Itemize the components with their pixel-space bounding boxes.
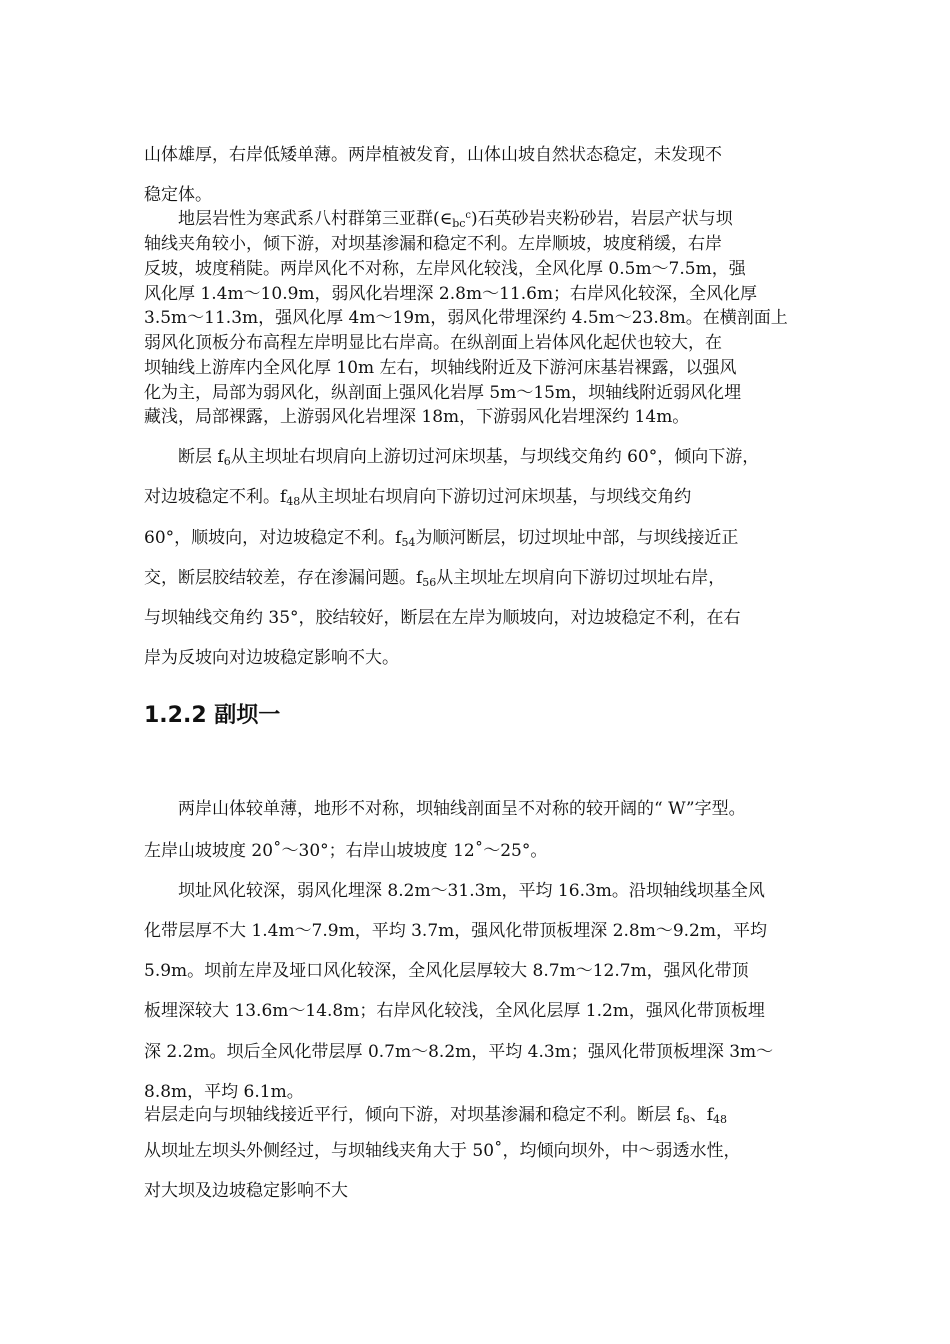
text-line: 轴线夹角较小，倾下游，对坝基渗漏和稳定不利。左岸顺坡，坡度稍缓，右岸 <box>144 234 722 254</box>
text-line: 断层 $f_6$从主坝址右坝肩向上游切过河床坝基，与坝线交角约 60°，倾向下游， <box>178 447 760 468</box>
text-line: 8.8m，平均 6.1m。 <box>144 1082 304 1102</box>
text-line: 稳定体。 <box>144 185 212 205</box>
text-line: 对大坝及边坡稳定影响不大 <box>144 1181 348 1201</box>
text-line: 坝址风化较深，弱风化埋深 8.2m～31.3m，平均 16.3m。沿坝轴线坝基全风 <box>178 881 765 901</box>
text-line: 5.9m。坝前左岸及垭口风化较深，全风化层厚较大 8.7m～12.7m，强风化带顶 <box>144 961 749 981</box>
text-line: 对边坡稳定不利。$f_{48}$从主坝址右坝肩向下游切过河床坝基，与坝线交角约 <box>144 487 692 508</box>
text-line: 深 2.2m。坝后全风化带层厚 0.7m～8.2m，平均 4.3m；强风化带顶板埋深 3m～ <box>144 1042 774 1062</box>
text-line: 岸为反坡向对边坡稳定影响不大。 <box>144 648 399 668</box>
text-line: 反坡，坡度稍陡。两岸风化不对称，左岸风化较浅，全风化厚 0.5m～7.5m，强 <box>144 259 746 279</box>
text-line: 板埋深较大 13.6m～14.8m；右岸风化较浅，全风化层厚 1.2m，强风化带顶板埋 <box>144 1001 765 1021</box>
text-line: 化为主，局部为弱风化，纵剖面上强风化岩厚 5m～15m，坝轴线附近弱风化埋 <box>144 383 742 403</box>
text-line: 地层岩性为寒武系八村群第三亚群$(\in_{bc}^c)$石英砂岩夹粉砂岩，岩层产状与坝 <box>178 209 733 230</box>
text-line: 交，断层胶结较差，存在渗漏问题。$f_{56}$从主坝址左坝肩向下游切过坝址右岸， <box>144 568 726 589</box>
text-line: 弱风化顶板分布高程左岸明显比右岸高。在纵剖面上岩体风化起伏也较大，在 <box>144 333 722 353</box>
text-line: 与坝轴线交角约 35°，胶结较好，断层在左岸为顺坡向，对边坡稳定不利，在右 <box>144 608 741 628</box>
text-line: 化带层厚不大 1.4m～7.9m，平均 3.7m，强风化带顶板埋深 2.8m～9.2m，平均 <box>144 921 767 941</box>
text-line: 左岸山坡坡度 20˚～30°；右岸山坡坡度 12˚～25°。 <box>144 841 548 861</box>
text-line: 60°，顺坡向，对边坡稳定不利。$f_{54}$为顺河断层，切过坝址中部，与坝线接近正 <box>144 528 739 549</box>
text-line: 两岸山体较单薄，地形不对称，坝轴线剖面呈不对称的较开阔的“ W”字型。 <box>178 799 746 819</box>
text-line: 从坝址左坝头外侧经过，与坝轴线夹角大于 50˚，均倾向坝外，中～弱透水性， <box>144 1141 741 1161</box>
section-heading: 1.2.2 副坝一 <box>144 703 281 728</box>
text-line: 坝轴线上游库内全风化厚 10m 左右，坝轴线附近及下游河床基岩裸露，以强风 <box>144 358 737 378</box>
text-line: 3.5m～11.3m，强风化厚 4m～19m，弱风化带埋深约 4.5m～23.8m。在横剖面上 <box>144 308 788 328</box>
text-line: 风化厚 1.4m～10.9m，弱风化岩埋深 2.8m～11.6m；右岸风化较深，全风化厚 <box>144 284 758 304</box>
text-line: 山体雄厚，右岸低矮单薄。两岸植被发育，山体山坡自然状态稳定，未发现不 <box>144 145 722 165</box>
text-line: 岩层走向与坝轴线接近平行，倾向下游，对坝基渗漏和稳定不利。断层 $f_8$、$f_{48}$ <box>144 1105 727 1126</box>
text-line: 藏浅，局部裸露，上游弱风化岩埋深 18m，下游弱风化岩埋深约 14m。 <box>144 407 690 427</box>
